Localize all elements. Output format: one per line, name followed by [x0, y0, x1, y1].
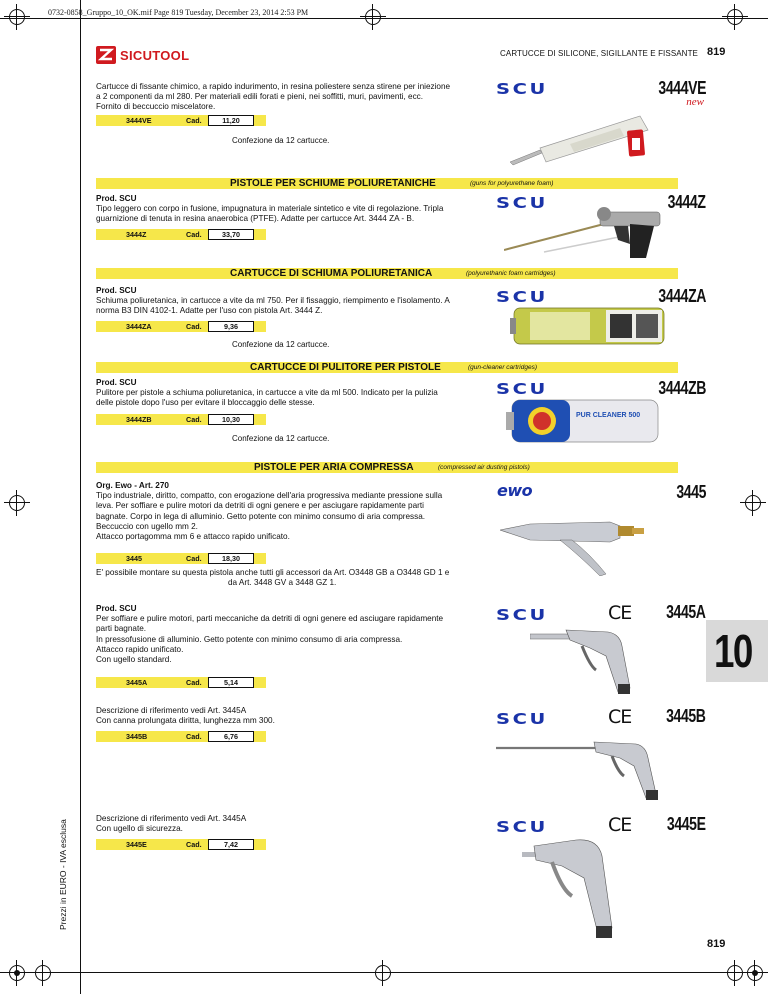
price-value: 10,30 — [208, 414, 254, 425]
accessory-note: E' possibile montare su questa pistola anche tutti gli accessori da Art. O3448 GB a O3448 GD 1 e da Art. 3448 GV a 3448 GZ 1. — [96, 568, 450, 588]
crop-mark-icon — [722, 4, 748, 30]
pack-note: Confezione da 12 cartucce. — [232, 136, 330, 145]
pack-note: Confezione da 12 cartucce. — [232, 340, 330, 349]
foam-cartridge-image — [510, 304, 670, 353]
price-value: 9,36 — [208, 321, 254, 332]
cartridge-image — [510, 110, 660, 175]
product-code: 3445B — [666, 706, 706, 726]
ewo-logo: ewo — [497, 481, 533, 500]
price-value: 6,76 — [208, 731, 254, 742]
ce-mark-icon: CE — [608, 602, 632, 624]
crop-mark-icon — [370, 960, 396, 986]
product-description: Descrizione di riferimento vedi Art. 3445A Con canna prolungata diritta, lunghezza mm 300. — [96, 706, 275, 726]
air-pistol-image — [500, 506, 650, 581]
product-description: Descrizione di riferimento vedi Art. 3445A Con ugello di sicurezza. — [96, 814, 247, 834]
product-description: Prod. SCU Schiuma poliuretanica, in cartucce a vite da ml 750. Per il fissaggio, riempimento e l'isolamento. A norma B3 DIN 4102-1. Adatte per l'uso con pistola Art. 3444 Z. — [96, 286, 450, 316]
price-row: 3445E Cad. 7,42 — [96, 839, 266, 850]
trim-line — [80, 0, 81, 994]
header-category: CARTUCCE DI SILICONE, SIGILLANTE E FISSANTE — [500, 49, 698, 58]
price-value: 7,42 — [208, 839, 254, 850]
long-blow-gun-image — [496, 728, 666, 805]
price-row: 3444ZB Cad. 10,30 — [96, 414, 266, 425]
footer-page-number: 819 — [707, 938, 726, 950]
crop-mark-icon — [4, 960, 30, 986]
section-bar: PISTOLE PER SCHIUME POLIURETANICHE (guns for polyurethane foam) — [96, 178, 678, 189]
product-code: 3444VE — [658, 78, 706, 98]
crop-mark-icon — [740, 490, 766, 516]
price-value: 33,70 — [208, 229, 254, 240]
product-code: 3445 — [676, 482, 706, 502]
scu-logo: SCU — [496, 80, 548, 98]
new-badge: new — [686, 96, 704, 108]
price-row: 3444VE Cad. 11,20 — [96, 115, 266, 126]
crop-mark-icon — [742, 960, 768, 986]
scu-logo: SCU — [496, 380, 548, 398]
crop-mark-icon — [4, 4, 30, 30]
cleaner-can-image — [506, 396, 662, 446]
crop-mark-icon — [4, 490, 30, 516]
brand-name: SICUTOOL — [120, 48, 190, 63]
sicutool-logo-icon — [96, 46, 116, 64]
price-note-vertical: Prezzi in EURO - IVA esclusa — [58, 819, 68, 930]
crop-mark-icon — [30, 960, 56, 986]
price-row: 3445 Cad. 18,30 — [96, 553, 266, 564]
scu-logo: SCU — [496, 710, 548, 728]
chapter-tab: 10 — [706, 620, 768, 682]
price-value: 5,14 — [208, 677, 254, 688]
price-row: 3444ZA Cad. 9,36 — [96, 321, 266, 332]
price-row: 3444Z Cad. 33,70 — [96, 229, 266, 240]
product-code: 3444ZA — [658, 286, 706, 306]
product-description: Prod. SCU Per soffiare e pulire motori, parti meccaniche da detriti di ogni genere ed asciugare rapidamente parti bagnate. In pressofusione di alluminio. Getto potente con minimo consumo di aria compressa. Attacco rapido unificato. Con ugello standard. — [96, 604, 444, 665]
pack-note: Confezione da 12 cartucce. — [232, 434, 330, 443]
trim-line — [0, 18, 768, 19]
product-code: 3445A — [666, 602, 706, 622]
crop-mark-icon — [360, 4, 386, 30]
header-page-number: 819 — [707, 46, 726, 58]
product-description: Prod. SCU Pulitore per pistole a schiuma poliuretanica, in cartucce a vite da ml 500. Indicato per la pulizia delle pistole dopo l'uso per evitare il bloccaggio delle stesse. — [96, 378, 438, 408]
ce-mark-icon: CE — [608, 706, 632, 728]
scu-logo: SCU — [496, 288, 548, 306]
scu-logo: SCU — [496, 818, 548, 836]
section-bar: CARTUCCE DI PULITORE PER PISTOLE (gun-cleaner cartridges) — [96, 362, 678, 373]
section-bar: PISTOLE PER ARIA COMPRESSA (compressed air dusting pistols) — [96, 462, 678, 473]
ce-mark-icon: CE — [608, 814, 632, 836]
price-value: 11,20 — [208, 115, 254, 126]
price-row: 3445A Cad. 5,14 — [96, 677, 266, 688]
scu-logo: SCU — [496, 194, 548, 212]
product-code: 3444Z — [668, 192, 706, 212]
product-description: Prod. SCU Tipo leggero con corpo in fusione, impugnatura in materiale sintetico e vite di regolazione. Tripla guarnizione di tenuta in resina anaerobica (PTFE). Adatte per cartucce Art. 3444 ZA - B. — [96, 194, 444, 224]
price-value: 18,30 — [208, 553, 254, 564]
product-description: Cartucce di fissante chimico, a rapido indurimento, in resina poliestere senza stirene per iniezione a 2 componenti da ml 280. Per materiali edili forati e pieni, nei soffitti, muri, pavimenti, ecc. Fornito di beccuccio miscelatore. — [96, 82, 451, 112]
product-code: 3444ZB — [658, 378, 706, 398]
product-description: Org. Ewo - Art. 270 Tipo industriale, diritto, compatto, con erogazione dell'aria progressiva mediante pressione sulla leva. Per soffiare e pulire motori da detriti di ogni genere e per asciugare rapidamente parti bagnate. Corpo in lega di alluminio. Getto potente con minimo consumo di aria compressa. Beccuccio con ugello mm 2. Attacco portagomma mm 6 e attacco rapido unificato. — [96, 481, 443, 542]
can-label: PUR CLEANER 500 — [576, 412, 641, 419]
trim-line — [0, 972, 768, 973]
price-row: 3445B Cad. 6,76 — [96, 731, 266, 742]
print-header: 0732-0858_Gruppo_10_OK.mif Page 819 Tuesday, December 23, 2014 2:53 PM — [48, 8, 309, 17]
scu-logo: SCU — [496, 606, 548, 624]
blow-gun-image — [530, 626, 634, 701]
section-bar: CARTUCCE DI SCHIUMA POLIURETANICA (polyurethanic foam cartridges) — [96, 268, 678, 279]
safety-blow-gun-image — [522, 830, 632, 945]
product-code: 3445E — [667, 814, 706, 834]
foam-gun-image — [504, 196, 684, 265]
